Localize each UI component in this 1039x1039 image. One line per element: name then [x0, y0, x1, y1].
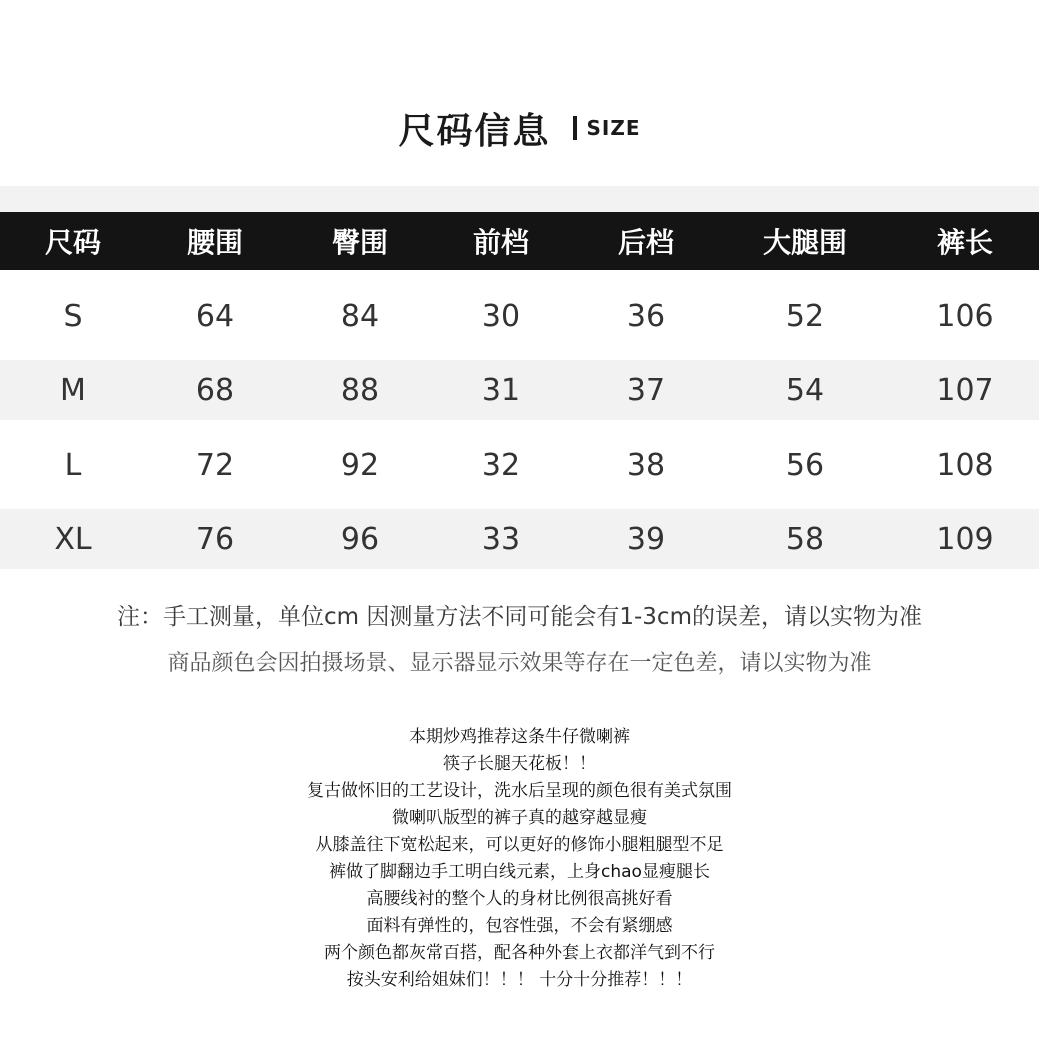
page-title: 尺码信息 [398, 110, 551, 152]
cell-waist: 72 [195, 447, 235, 483]
page-subtitle: SIZE [586, 116, 641, 140]
description-line: 从膝盖往下宽松起来，可以更好的修饰小腿粗腿型不足 [315, 835, 724, 855]
cell-front-rise: 30 [481, 298, 521, 334]
header-thigh: 大腿围 [762, 226, 848, 259]
description-line: 两个颜色都灰常百搭，配各种外套上衣都洋气到不行 [324, 943, 715, 963]
header-hip: 臀围 [331, 226, 389, 259]
cell-back-rise: 38 [626, 447, 666, 483]
table-row [0, 360, 1039, 420]
cell-thigh: 54 [785, 372, 825, 408]
title-divider [573, 116, 577, 140]
cell-length: 107 [936, 372, 994, 408]
table-row [0, 509, 1039, 569]
description-line: 筷子长腿天花板！！ [443, 754, 596, 774]
cell-size: L [64, 447, 82, 483]
cell-front-rise: 33 [481, 521, 521, 557]
table-row [0, 286, 1039, 346]
description-line: 高腰线衬的整个人的身材比例很高挑好看 [366, 889, 673, 909]
size-table-header [0, 212, 1039, 270]
color-note: 商品颜色会因拍摄场景、显示器显示效果等存在一定色差，请以实物为准 [167, 651, 872, 676]
description-line: 裤做了脚翻边手工明白线元素，上身chao显瘦腿长 [329, 862, 710, 882]
header-front-rise: 前档 [472, 226, 530, 259]
header-waist: 腰围 [186, 226, 244, 259]
cell-front-rise: 31 [481, 372, 521, 408]
table-row [0, 435, 1039, 495]
cell-thigh: 56 [785, 447, 825, 483]
cell-length: 109 [936, 521, 994, 557]
cell-hip: 92 [340, 447, 380, 483]
cell-size: XL [54, 521, 92, 557]
cell-hip: 96 [340, 521, 380, 557]
cell-length: 106 [936, 298, 994, 334]
cell-thigh: 52 [785, 298, 825, 334]
cell-back-rise: 37 [626, 372, 666, 408]
product-description [0, 724, 1039, 994]
description-line: 本期炒鸡推荐这条牛仔微喇裤 [409, 727, 630, 747]
cell-back-rise: 36 [626, 298, 666, 334]
header-length: 裤长 [936, 226, 994, 259]
cell-waist: 64 [195, 298, 235, 334]
cell-waist: 68 [195, 372, 235, 408]
description-line: 按头安利给姐妹们！！！ 十分十分推荐！！！ [346, 970, 693, 990]
header-size: 尺码 [44, 226, 102, 259]
cell-hip: 88 [340, 372, 380, 408]
cell-size: M [60, 372, 86, 408]
size-info-heading [0, 100, 1039, 156]
measurement-note: 注：手工测量，单位cm 因测量方法不同可能会有1-3cm的误差，请以实物为准 [117, 604, 922, 630]
description-line: 面料有弹性的，包容性强，不会有紧绷感 [366, 916, 673, 936]
cell-back-rise: 39 [626, 521, 666, 557]
description-line: 复古做怀旧的工艺设计，洗水后呈现的颜色很有美式氛围 [307, 781, 732, 801]
cell-thigh: 58 [785, 521, 825, 557]
table-top-band [0, 186, 1039, 212]
header-back-rise: 后档 [617, 226, 675, 259]
cell-hip: 84 [340, 298, 380, 334]
cell-front-rise: 32 [481, 447, 521, 483]
cell-waist: 76 [195, 521, 235, 557]
cell-size: S [63, 298, 83, 334]
description-line: 微喇叭版型的裤子真的越穿越显瘦 [392, 808, 647, 828]
cell-length: 108 [936, 447, 994, 483]
